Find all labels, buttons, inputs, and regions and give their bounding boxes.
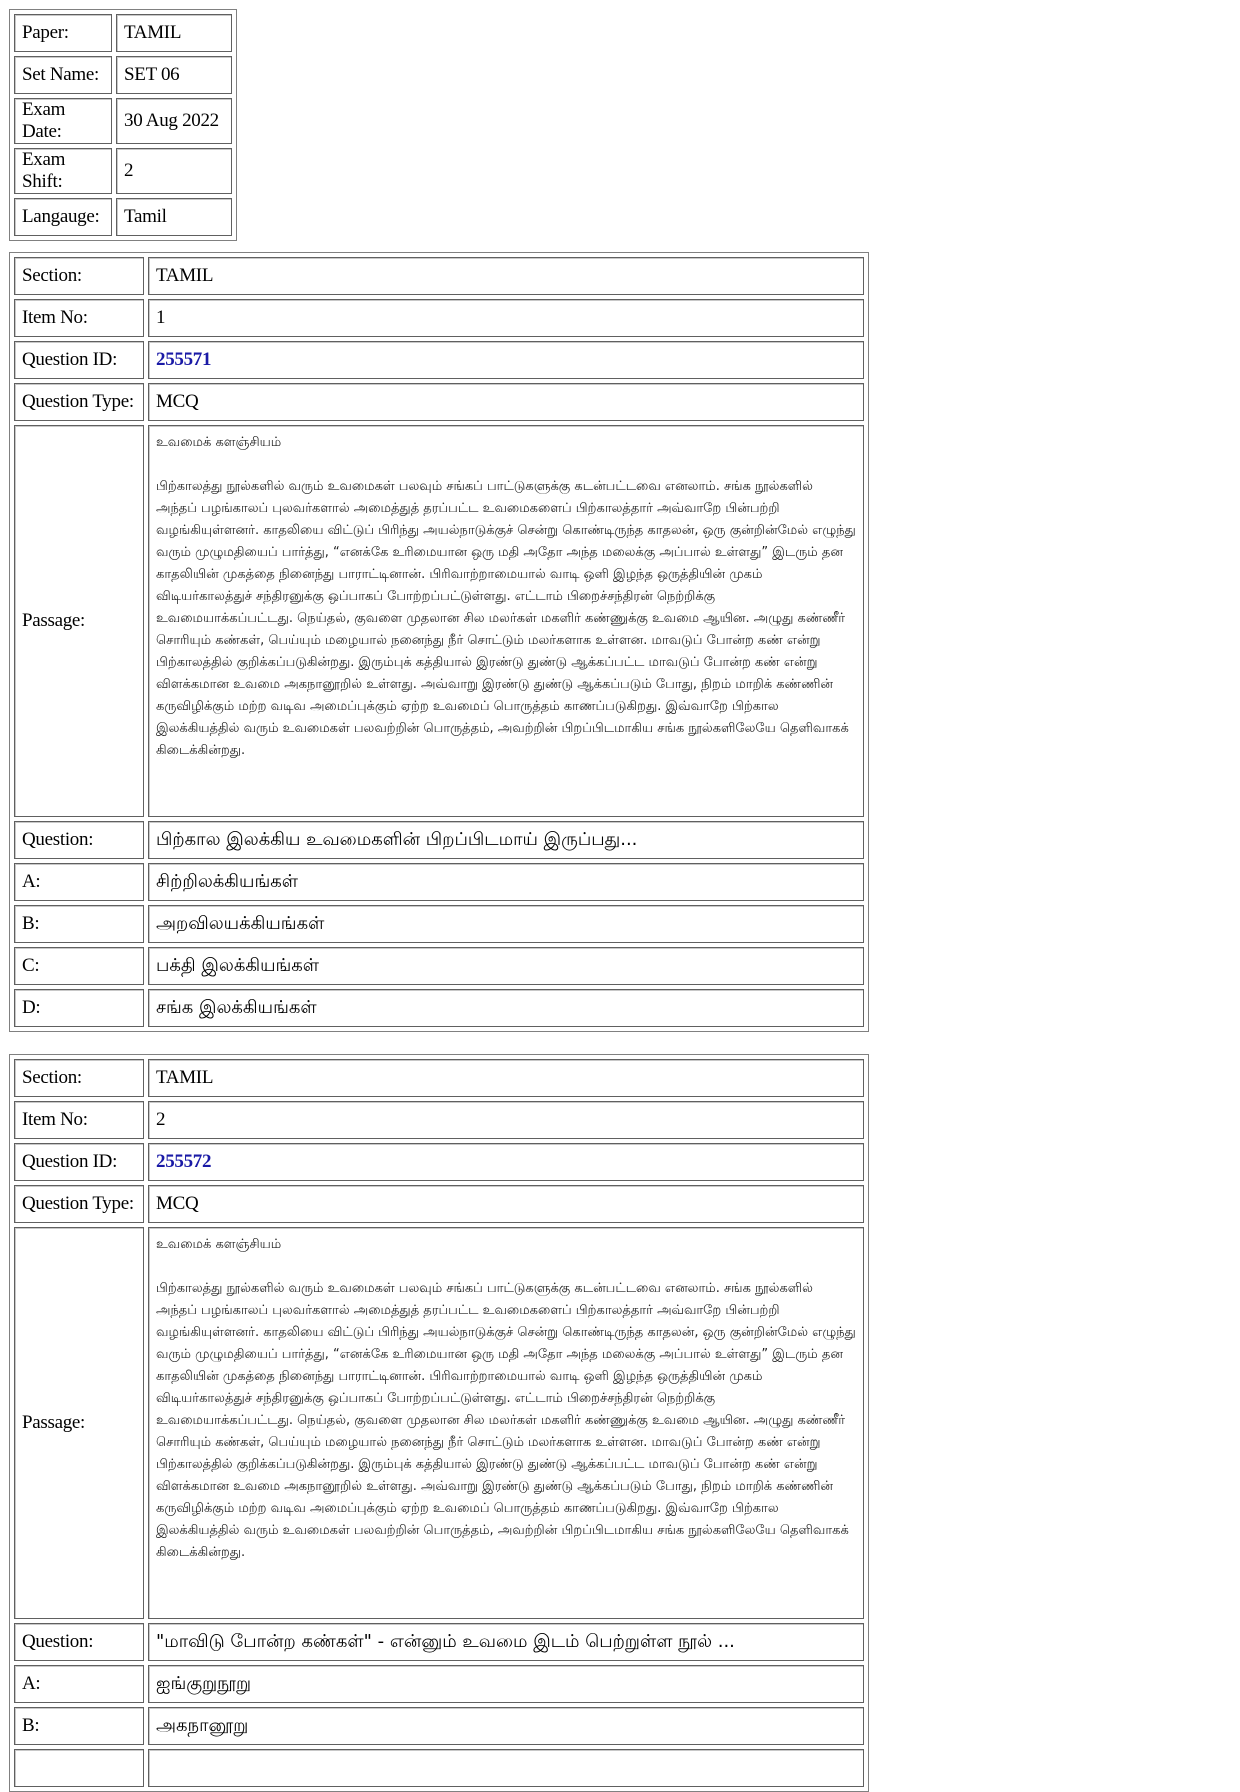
option-a-row xyxy=(14,863,864,901)
question-id-label: Question ID: xyxy=(14,341,144,379)
set-name-label: Set Name: xyxy=(14,56,112,94)
passage-title: உவமைக் களஞ்சியம் xyxy=(156,1237,282,1252)
passage-row xyxy=(14,425,864,817)
language-row xyxy=(14,198,232,236)
passage-text xyxy=(148,425,864,817)
option-b-row xyxy=(14,1707,864,1745)
exam-date-row xyxy=(14,98,232,144)
question-label: Question: xyxy=(14,821,144,859)
question-text: "மாவிடு போன்ற கண்கள்" - என்னும் உவமை இடம் பெற்றுள்ள நூல் ... xyxy=(148,1623,864,1661)
question-id-value: 255571 xyxy=(148,341,864,379)
language-label: Langauge: xyxy=(14,198,112,236)
question-id-row xyxy=(14,1143,864,1181)
passage-text xyxy=(148,1227,864,1619)
paper-row xyxy=(14,14,232,52)
question-row xyxy=(14,821,864,859)
option-b-label: B: xyxy=(14,1707,144,1745)
option-c-text: பக்தி இலக்கியங்கள் xyxy=(148,947,864,985)
option-b-row xyxy=(14,905,864,943)
option-a-label: A: xyxy=(14,863,144,901)
set-name-row xyxy=(14,56,232,94)
section-row xyxy=(14,257,864,295)
option-c-label: C: xyxy=(14,947,144,985)
option-b-label: B: xyxy=(14,905,144,943)
paper-value: TAMIL xyxy=(116,14,232,52)
section-label: Section: xyxy=(14,257,144,295)
question-id-value: 255572 xyxy=(148,1143,864,1181)
section-value: TAMIL xyxy=(148,1059,864,1097)
option-a-text: சிற்றிலக்கியங்கள் xyxy=(148,863,864,901)
passage-label: Passage: xyxy=(14,1227,144,1619)
passage-row xyxy=(14,1227,864,1619)
option-b-text: அகநானூறு xyxy=(148,1707,864,1745)
option-d-row xyxy=(14,989,864,1027)
section-label: Section: xyxy=(14,1059,144,1097)
item-no-value: 1 xyxy=(148,299,864,337)
option-a-row xyxy=(14,1665,864,1703)
exam-date-label: Exam Date: xyxy=(14,98,112,144)
option-a-label: A: xyxy=(14,1665,144,1703)
passage-body: பிற்காலத்து நூல்களில் வரும் உவமைகள் பலவும் சங்கப் பாட்டுகளுக்கு கடன்பட்டவை எனலாம். சங்க நூல்களில் அந்தப் பழங்காலப் புலவர்களால் அமைத்துத் தரப்பட்ட உவமைகளைப் பிற்காலத்தார் அவ்வாறே பின்பற்றி வழங்கியுள்ளனர். காதலியை விட்டுப் பிரிந்து அயல்நாடுக்குச் சென்று கொண்டிருந்த காதலன், ஒரு குன்றின்மேல் எழுந்து வரும் முழுமதியைப் பார்த்து, “எனக்கே உரிமையான ஒரு மதி அதோ அந்த மலைக்கு அப்பால் உள்ளது” இடரும் தன காதலியின் முகத்தை நினைந்து பாராட்டினான். பிரிவாற்றாமையால் வாடி ஒளி இழந்த ஒருத்தியின் முகம் விடியர்காலத்துச் சந்திரனுக்கு ஒப்பாகப் போற்றப்பட்டுள்ளது. எட்டாம் பிறைச்சந்திரன் நெற்றிக்கு உவமையாக்கப்பட்டது. நெய்தல், குவளை முதலான சில மலர்கள் மகளிர் கண்ணுக்கு உவமை ஆயின. அழுது கண்ணீர் சொரியும் கண்கள், பெய்யும் மழையால் நனைந்து நீர் சொட்டும் மலர்களாக உள்ளன. மாவடுப் போன்ற கண் என்று பிற்காலத்தில் குறிக்கப்படுகின்றது. இரும்புக் கத்தியால் இரண்டு துண்டு ஆக்கப்பட்ட மாவடுப் போன்ற கண் என்று விளக்கமான உவமை அகநானூறில் உள்ளது. அவ்வாறு இரண்டு துண்டு ஆக்கப்படும் போது, நிறம் மாறிக் கண்ணின் கருவிழிக்கும் மற்ற வடிவ அமைப்புக்கும் ஏற்ற உவமைப் பொருத்தம் காணப்படுகிறது. இவ்வாறே பிற்கால இலக்கியத்தில் வரும் உவமைகள் பலவற்றின் பொருத்தம், அவற்றின் பிறப்பிடமாகிய சங்க நூல்களிலேயே தெளிவாகக் கிடைக்கின்றது. xyxy=(156,1281,856,1560)
question-type-value: MCQ xyxy=(148,1185,864,1223)
item-no-row xyxy=(14,1101,864,1139)
option-a-text: ஐங்குறுநூறு xyxy=(148,1665,864,1703)
item-no-value: 2 xyxy=(148,1101,864,1139)
question-type-label: Question Type: xyxy=(14,1185,144,1223)
question-type-value: MCQ xyxy=(148,383,864,421)
exam-shift-label: Exam Shift: xyxy=(14,148,112,194)
exam-date-value: 30 Aug 2022 xyxy=(116,98,232,144)
exam-shift-value: 2 xyxy=(116,148,232,194)
question-table xyxy=(9,252,869,1032)
item-no-label: Item No: xyxy=(14,299,144,337)
question-type-row xyxy=(14,1185,864,1223)
question-label: Question: xyxy=(14,1623,144,1661)
question-type-label: Question Type: xyxy=(14,383,144,421)
exam-shift-row xyxy=(14,148,232,194)
option-d-text: சங்க இலக்கியங்கள் xyxy=(148,989,864,1027)
passage-label: Passage: xyxy=(14,425,144,817)
section-value: TAMIL xyxy=(148,257,864,295)
passage-title: உவமைக் களஞ்சியம் xyxy=(156,435,282,450)
question-id-row xyxy=(14,341,864,379)
exam-info-table xyxy=(9,9,237,241)
question-row xyxy=(14,1623,864,1661)
item-no-row xyxy=(14,299,864,337)
question-type-row xyxy=(14,383,864,421)
question-table xyxy=(9,1054,869,1792)
passage-body: பிற்காலத்து நூல்களில் வரும் உவமைகள் பலவும் சங்கப் பாட்டுகளுக்கு கடன்பட்டவை எனலாம். சங்க நூல்களில் அந்தப் பழங்காலப் புலவர்களால் அமைத்துத் தரப்பட்ட உவமைகளைப் பிற்காலத்தார் அவ்வாறே பின்பற்றி வழங்கியுள்ளனர். காதலியை விட்டுப் பிரிந்து அயல்நாடுக்குச் சென்று கொண்டிருந்த காதலன், ஒரு குன்றின்மேல் எழுந்து வரும் முழுமதியைப் பார்த்து, “எனக்கே உரிமையான ஒரு மதி அதோ அந்த மலைக்கு அப்பால் உள்ளது” இடரும் தன காதலியின் முகத்தை நினைந்து பாராட்டினான். பிரிவாற்றாமையால் வாடி ஒளி இழந்த ஒருத்தியின் முகம் விடியர்காலத்துச் சந்திரனுக்கு ஒப்பாகப் போற்றப்பட்டுள்ளது. எட்டாம் பிறைச்சந்திரன் நெற்றிக்கு உவமையாக்கப்பட்டது. நெய்தல், குவளை முதலான சில மலர்கள் மகளிர் கண்ணுக்கு உவமை ஆயின. அழுது கண்ணீர் சொரியும் கண்கள், பெய்யும் மழையால் நனைந்து நீர் சொட்டும் மலர்களாக உள்ளன. மாவடுப் போன்ற கண் என்று பிற்காலத்தில் குறிக்கப்படுகின்றது. இரும்புக் கத்தியால் இரண்டு துண்டு ஆக்கப்பட்ட மாவடுப் போன்ற கண் என்று விளக்கமான உவமை அகநானூறில் உள்ளது. அவ்வாறு இரண்டு துண்டு ஆக்கப்படும் போது, நிறம் மாறிக் கண்ணின் கருவிழிக்கும் மற்ற வடிவ அமைப்புக்கும் ஏற்ற உவமைப் பொருத்தம் காணப்படுகிறது. இவ்வாறே பிற்கால இலக்கியத்தில் வரும் உவமைகள் பலவற்றின் பொருத்தம், அவற்றின் பிறப்பிடமாகிய சங்க நூல்களிலேயே தெளிவாகக் கிடைக்கின்றது. xyxy=(156,479,856,758)
set-name-value: SET 06 xyxy=(116,56,232,94)
paper-label: Paper: xyxy=(14,14,112,52)
question-id-label: Question ID: xyxy=(14,1143,144,1181)
question-text: பிற்கால இலக்கிய உவமைகளின் பிறப்பிடமாய் இருப்பது... xyxy=(148,821,864,859)
option-b-text: அறவிலயக்கியங்கள் xyxy=(148,905,864,943)
option-c-row xyxy=(14,947,864,985)
option-d-label: D: xyxy=(14,989,144,1027)
language-value: Tamil xyxy=(116,198,232,236)
section-row xyxy=(14,1059,864,1097)
item-no-label: Item No: xyxy=(14,1101,144,1139)
